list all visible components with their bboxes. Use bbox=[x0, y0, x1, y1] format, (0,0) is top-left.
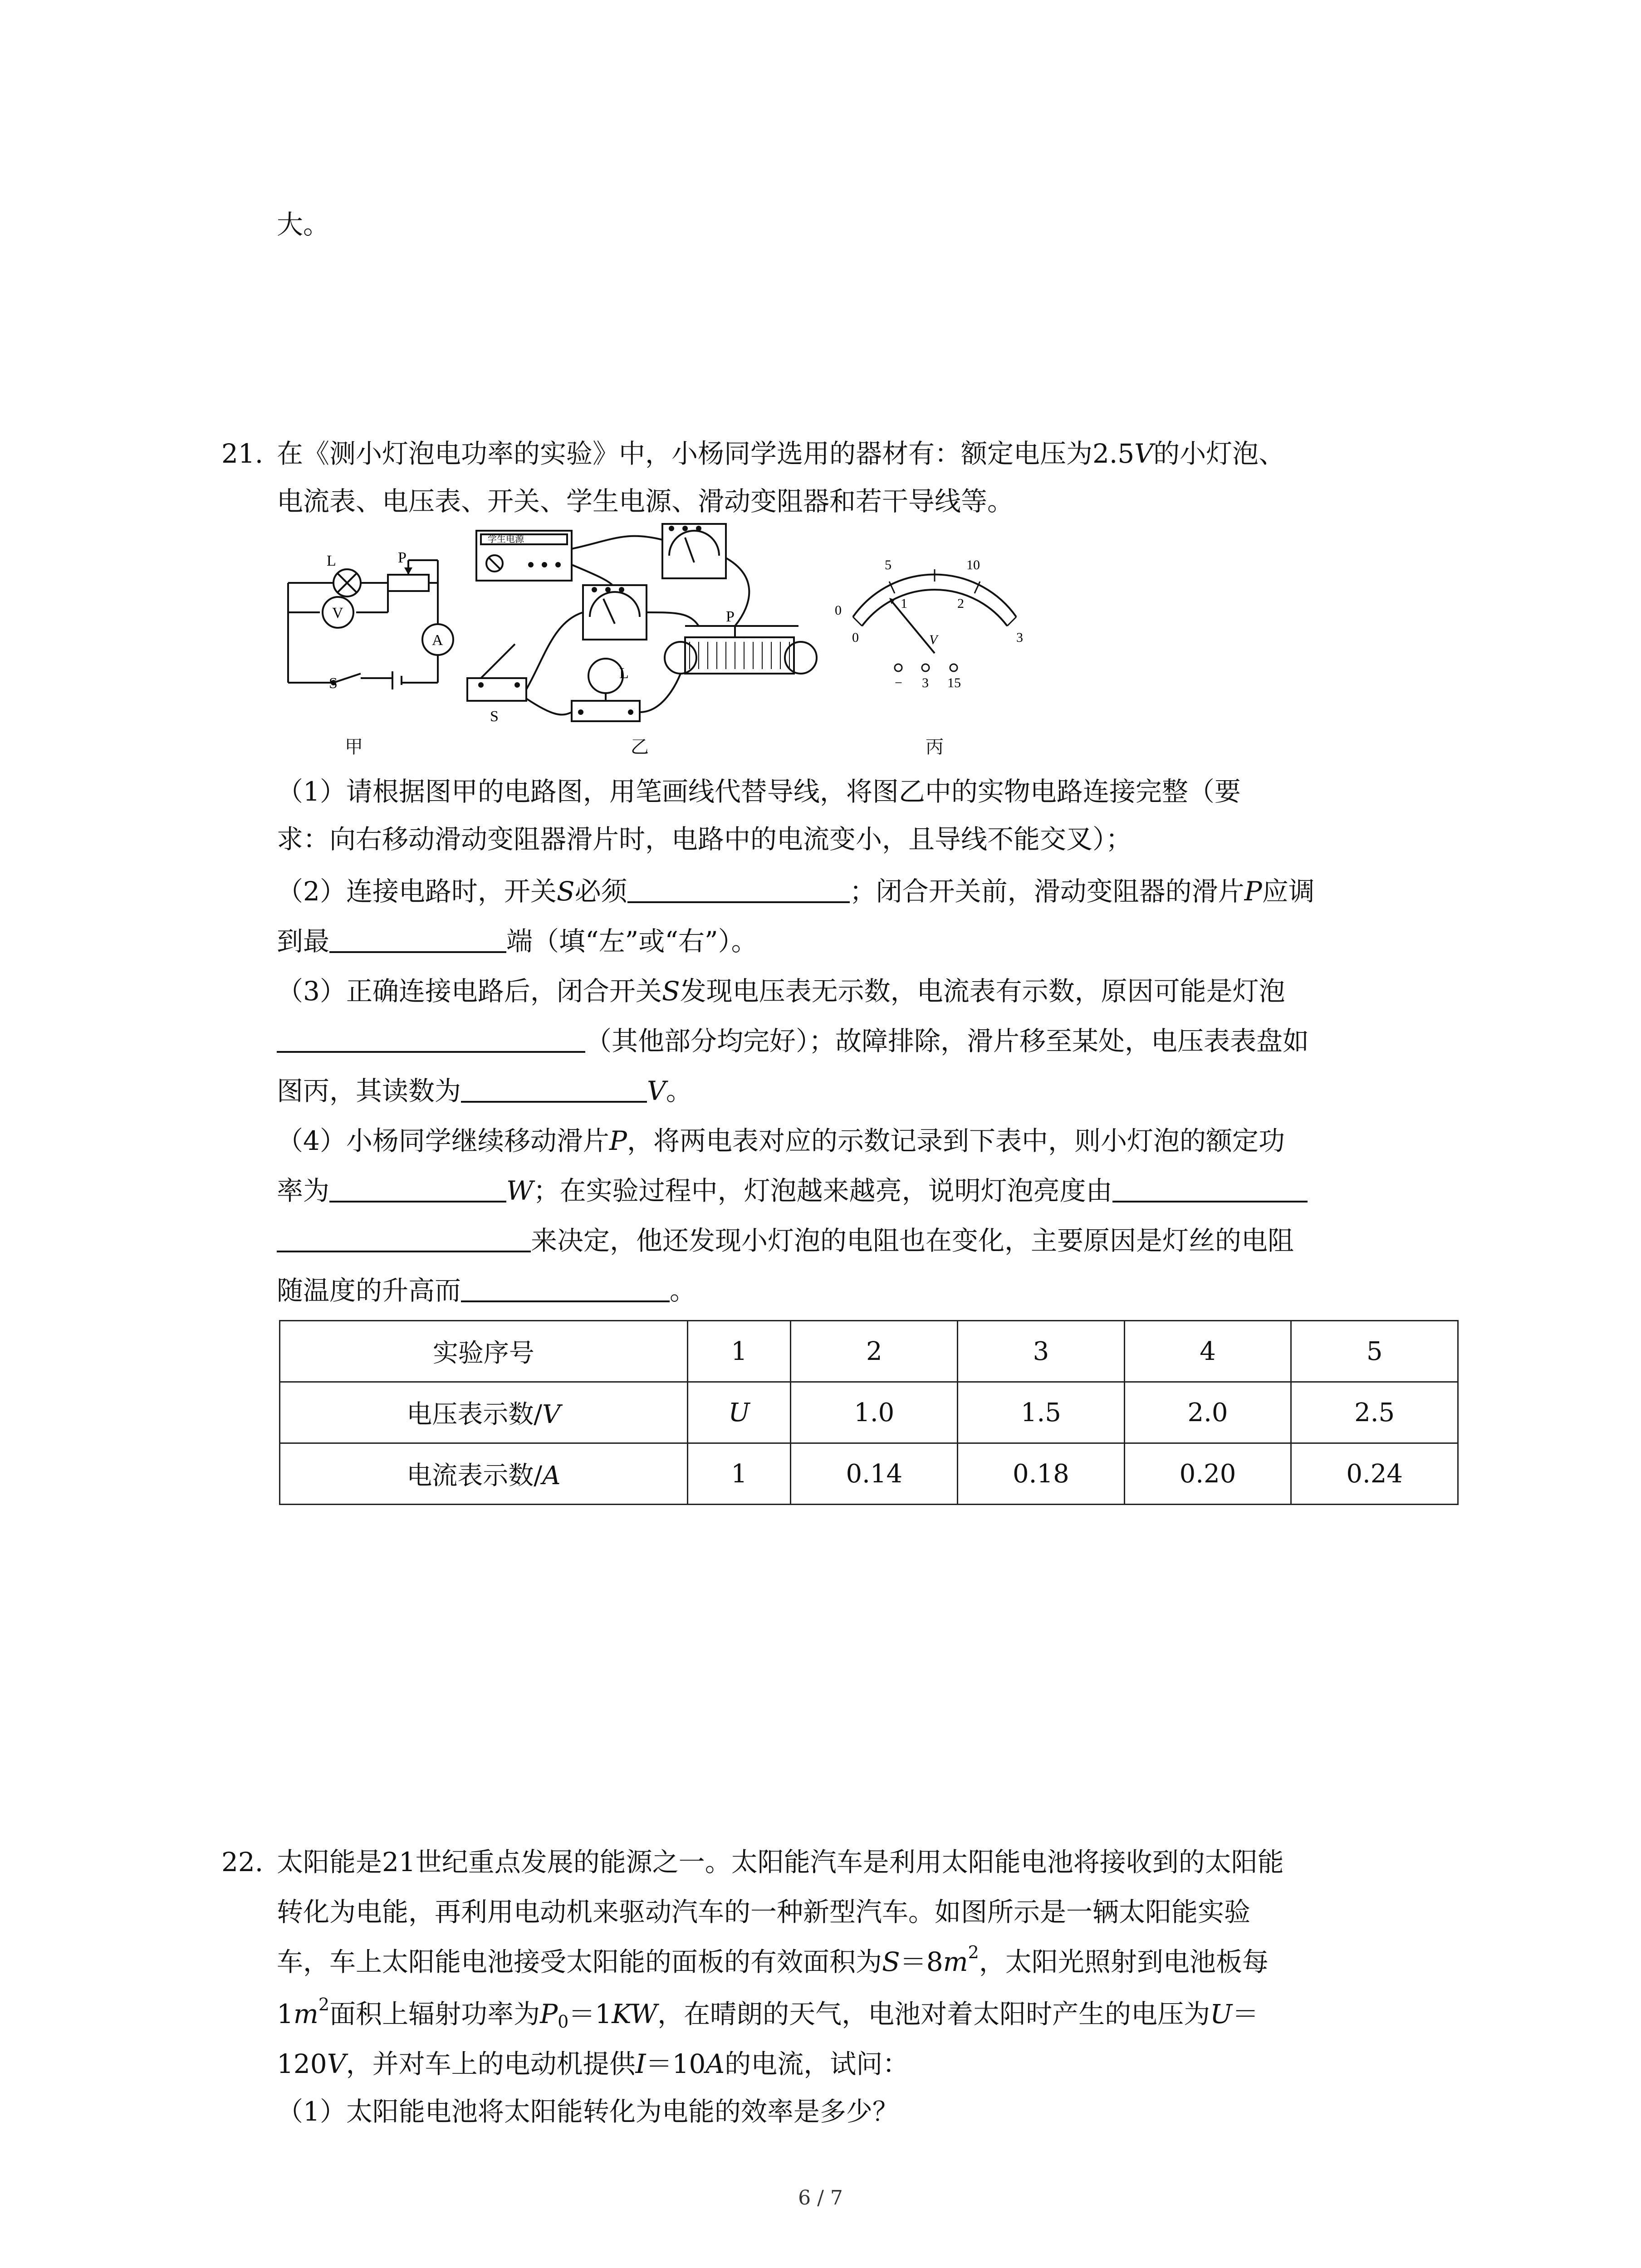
answer-blank-rated-power[interactable] bbox=[329, 1175, 506, 1202]
table-row-label-current: 电流表示数/A bbox=[280, 1443, 688, 1505]
answer-blank-brightness-factor-a[interactable] bbox=[1112, 1175, 1308, 1202]
answer-blank-brightness-factor-b[interactable] bbox=[277, 1225, 531, 1252]
q21-part4-line-2: 率为 W；在实验过程中，灯泡越来越亮，说明灯泡亮度由 bbox=[277, 1173, 1456, 1209]
answer-blank-resistance-trend[interactable] bbox=[461, 1275, 670, 1302]
q21-number: 21. bbox=[221, 438, 264, 469]
q22-line-2: 转化为电能，再利用电动机来驱动汽车的一种新型汽车。如图所示是一辆太阳能实验 bbox=[277, 1897, 1251, 1927]
table-header-col: 5 bbox=[1291, 1321, 1458, 1382]
q22-number: 22. bbox=[221, 1847, 264, 1877]
q22-line-4: $1m^2$面积上辐射功率为$P_0=1KW$，在晴朗的天气，电池对着太阳时产生的电压为U＝ bbox=[277, 1994, 1259, 2032]
yi-label-P: P bbox=[726, 608, 735, 625]
table-row bbox=[280, 1382, 1458, 1443]
jia-label-V: V bbox=[332, 605, 343, 621]
table-cell: 0.24 bbox=[1291, 1443, 1458, 1505]
q21-part3-line-3: 图丙，其读数为 V。 bbox=[277, 1075, 692, 1106]
answer-blank-voltmeter-reading[interactable] bbox=[461, 1075, 647, 1103]
table-header-col: 1 bbox=[687, 1321, 791, 1382]
bing-lower-tick-1: 1 bbox=[901, 596, 907, 611]
q21-part2-line-2: 到最 端（填“左”或“右”）。 bbox=[277, 926, 758, 957]
jia-label-P: P bbox=[398, 549, 407, 566]
page-number: 6 / 7 bbox=[798, 2186, 843, 2209]
q22-line-1: 太阳能是21世纪重点发展的能源之一。太阳能汽车是利用太阳能电池将接收到的太阳能 bbox=[277, 1847, 1284, 1877]
figure-bing-voltmeter-dial bbox=[826, 549, 1039, 694]
bing-unit-label: V bbox=[929, 632, 938, 647]
table-header-label: 实验序号 bbox=[280, 1321, 688, 1382]
bing-terminal-15: 15 bbox=[947, 675, 961, 690]
q21-part1-line-1: （1）请根据图甲的电路图，用笔画线代替导线，将图乙中的实物电路连接完整（要 bbox=[277, 776, 1241, 807]
table-cell: U bbox=[687, 1382, 791, 1443]
q21-intro-line-2: 电流表、电压表、开关、学生电源、滑动变阻器和若干导线等。 bbox=[277, 486, 1014, 517]
q21-part3-line-2: （其他部分均完好）；故障排除，滑片移至某处，电压表表盘如 bbox=[277, 1023, 1456, 1059]
figure-jia-caption: 甲 bbox=[345, 737, 363, 758]
figure-jia-circuit bbox=[279, 542, 460, 692]
bing-terminal-3: 3 bbox=[922, 675, 929, 690]
table-header-col: 3 bbox=[958, 1321, 1125, 1382]
bing-lower-tick-0: 0 bbox=[852, 630, 859, 645]
table-cell: 1.0 bbox=[791, 1382, 958, 1443]
yi-label-S: S bbox=[490, 708, 499, 725]
bing-lower-tick-3: 3 bbox=[1016, 630, 1023, 645]
answer-blank-slider-end[interactable] bbox=[329, 926, 506, 953]
bing-upper-tick-1: 5 bbox=[885, 557, 892, 572]
figure-yi-apparatus bbox=[463, 522, 835, 730]
table-cell: 0.20 bbox=[1124, 1443, 1291, 1505]
table-row bbox=[280, 1443, 1458, 1505]
q21-intro-line-1: 在《测小灯泡电功率的实验》中，小杨同学选用的器材有：额定电压为2.5V的小灯泡、 bbox=[277, 438, 1285, 469]
yi-label-L: L bbox=[619, 665, 629, 682]
jia-label-A: A bbox=[432, 632, 443, 649]
q21-part2-line-1: （2）连接电路时，开关S必须 ；闭合开关前，滑动变阻器的滑片P应调 bbox=[277, 876, 1315, 907]
bing-lower-tick-2: 2 bbox=[957, 596, 964, 611]
carryover-text: 大。 bbox=[277, 209, 330, 240]
q22-line-5: 120V，并对车上的电动机提供I＝10A的电流，试问： bbox=[277, 2048, 909, 2079]
answer-blank-switch-state[interactable] bbox=[627, 876, 850, 903]
figure-bing-caption: 丙 bbox=[926, 737, 944, 758]
figure-yi-caption: 乙 bbox=[631, 737, 649, 758]
table-header-col: 2 bbox=[791, 1321, 958, 1382]
table-header-col: 4 bbox=[1124, 1321, 1291, 1382]
q21-part4-line-4: 随温度的升高而 。 bbox=[277, 1275, 696, 1306]
table-cell: 2.5 bbox=[1291, 1382, 1458, 1443]
yi-supply-label: 学生电源 bbox=[488, 533, 524, 544]
q21-part4-line-3: 来决定，他还发现小灯泡的电阻也在变化，主要原因是灯丝的电阻 bbox=[277, 1222, 1456, 1259]
table-row bbox=[280, 1321, 1458, 1382]
table-cell: 1 bbox=[687, 1443, 791, 1505]
jia-label-L: L bbox=[327, 552, 336, 569]
table-row-label-voltage: 电压表示数/V bbox=[280, 1382, 688, 1443]
answer-blank-fault-cause[interactable] bbox=[277, 1026, 585, 1053]
table-cell: 2.0 bbox=[1124, 1382, 1291, 1443]
q21-part3-line-1: （3）正确连接电路后，闭合开关S发现电压表无示数，电流表有示数，原因可能是灯泡 bbox=[277, 976, 1285, 1007]
bing-terminal-neg: − bbox=[895, 675, 902, 690]
table-cell: 0.18 bbox=[958, 1443, 1125, 1505]
bing-upper-tick-0: 0 bbox=[835, 603, 842, 618]
table-cell: 1.5 bbox=[958, 1382, 1125, 1443]
bing-upper-tick-2: 10 bbox=[966, 557, 980, 572]
q21-part4-line-1: （4）小杨同学继续移动滑片P，将两电表对应的示数记录到下表中，则小灯泡的额定功 bbox=[277, 1125, 1285, 1156]
q22-line-3: 车，车上太阳能电池接受太阳能的面板的有效面积为$S=8m^2$，太阳光照射到电池板每 bbox=[277, 1942, 1269, 1977]
jia-label-S: S bbox=[329, 675, 338, 692]
q21-data-table bbox=[279, 1320, 1459, 1505]
table-cell: 0.14 bbox=[791, 1443, 958, 1505]
q21-part1-line-2: 求：向右移动滑动变阻器滑片时，电路中的电流变小，且导线不能交叉）； bbox=[277, 824, 1132, 855]
q22-part1: （1）太阳能电池将太阳能转化为电能的效率是多少？ bbox=[277, 2096, 899, 2127]
